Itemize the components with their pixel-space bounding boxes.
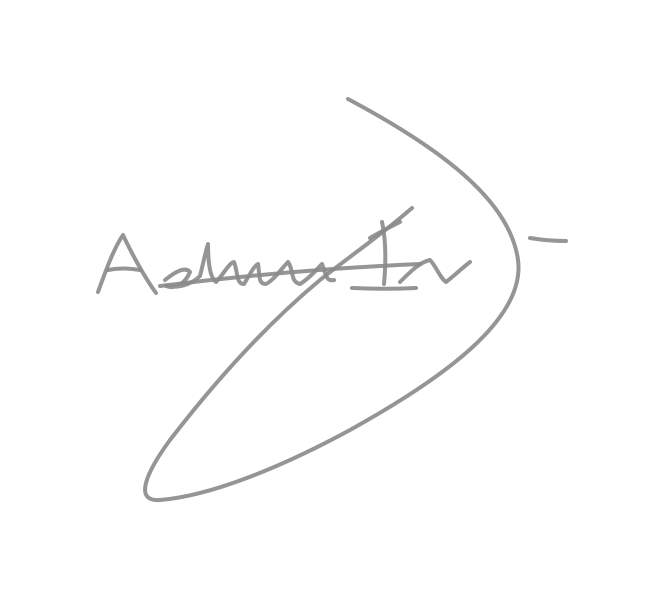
signature-stroke-underline <box>352 288 416 289</box>
signature-stroke-letter-a <box>98 235 156 293</box>
signature-stroke-main-loop <box>145 99 518 500</box>
signature-strokes <box>98 99 566 500</box>
signature-stroke-dash <box>530 238 566 241</box>
signature-stroke-letter-a-crossbar <box>108 269 140 271</box>
